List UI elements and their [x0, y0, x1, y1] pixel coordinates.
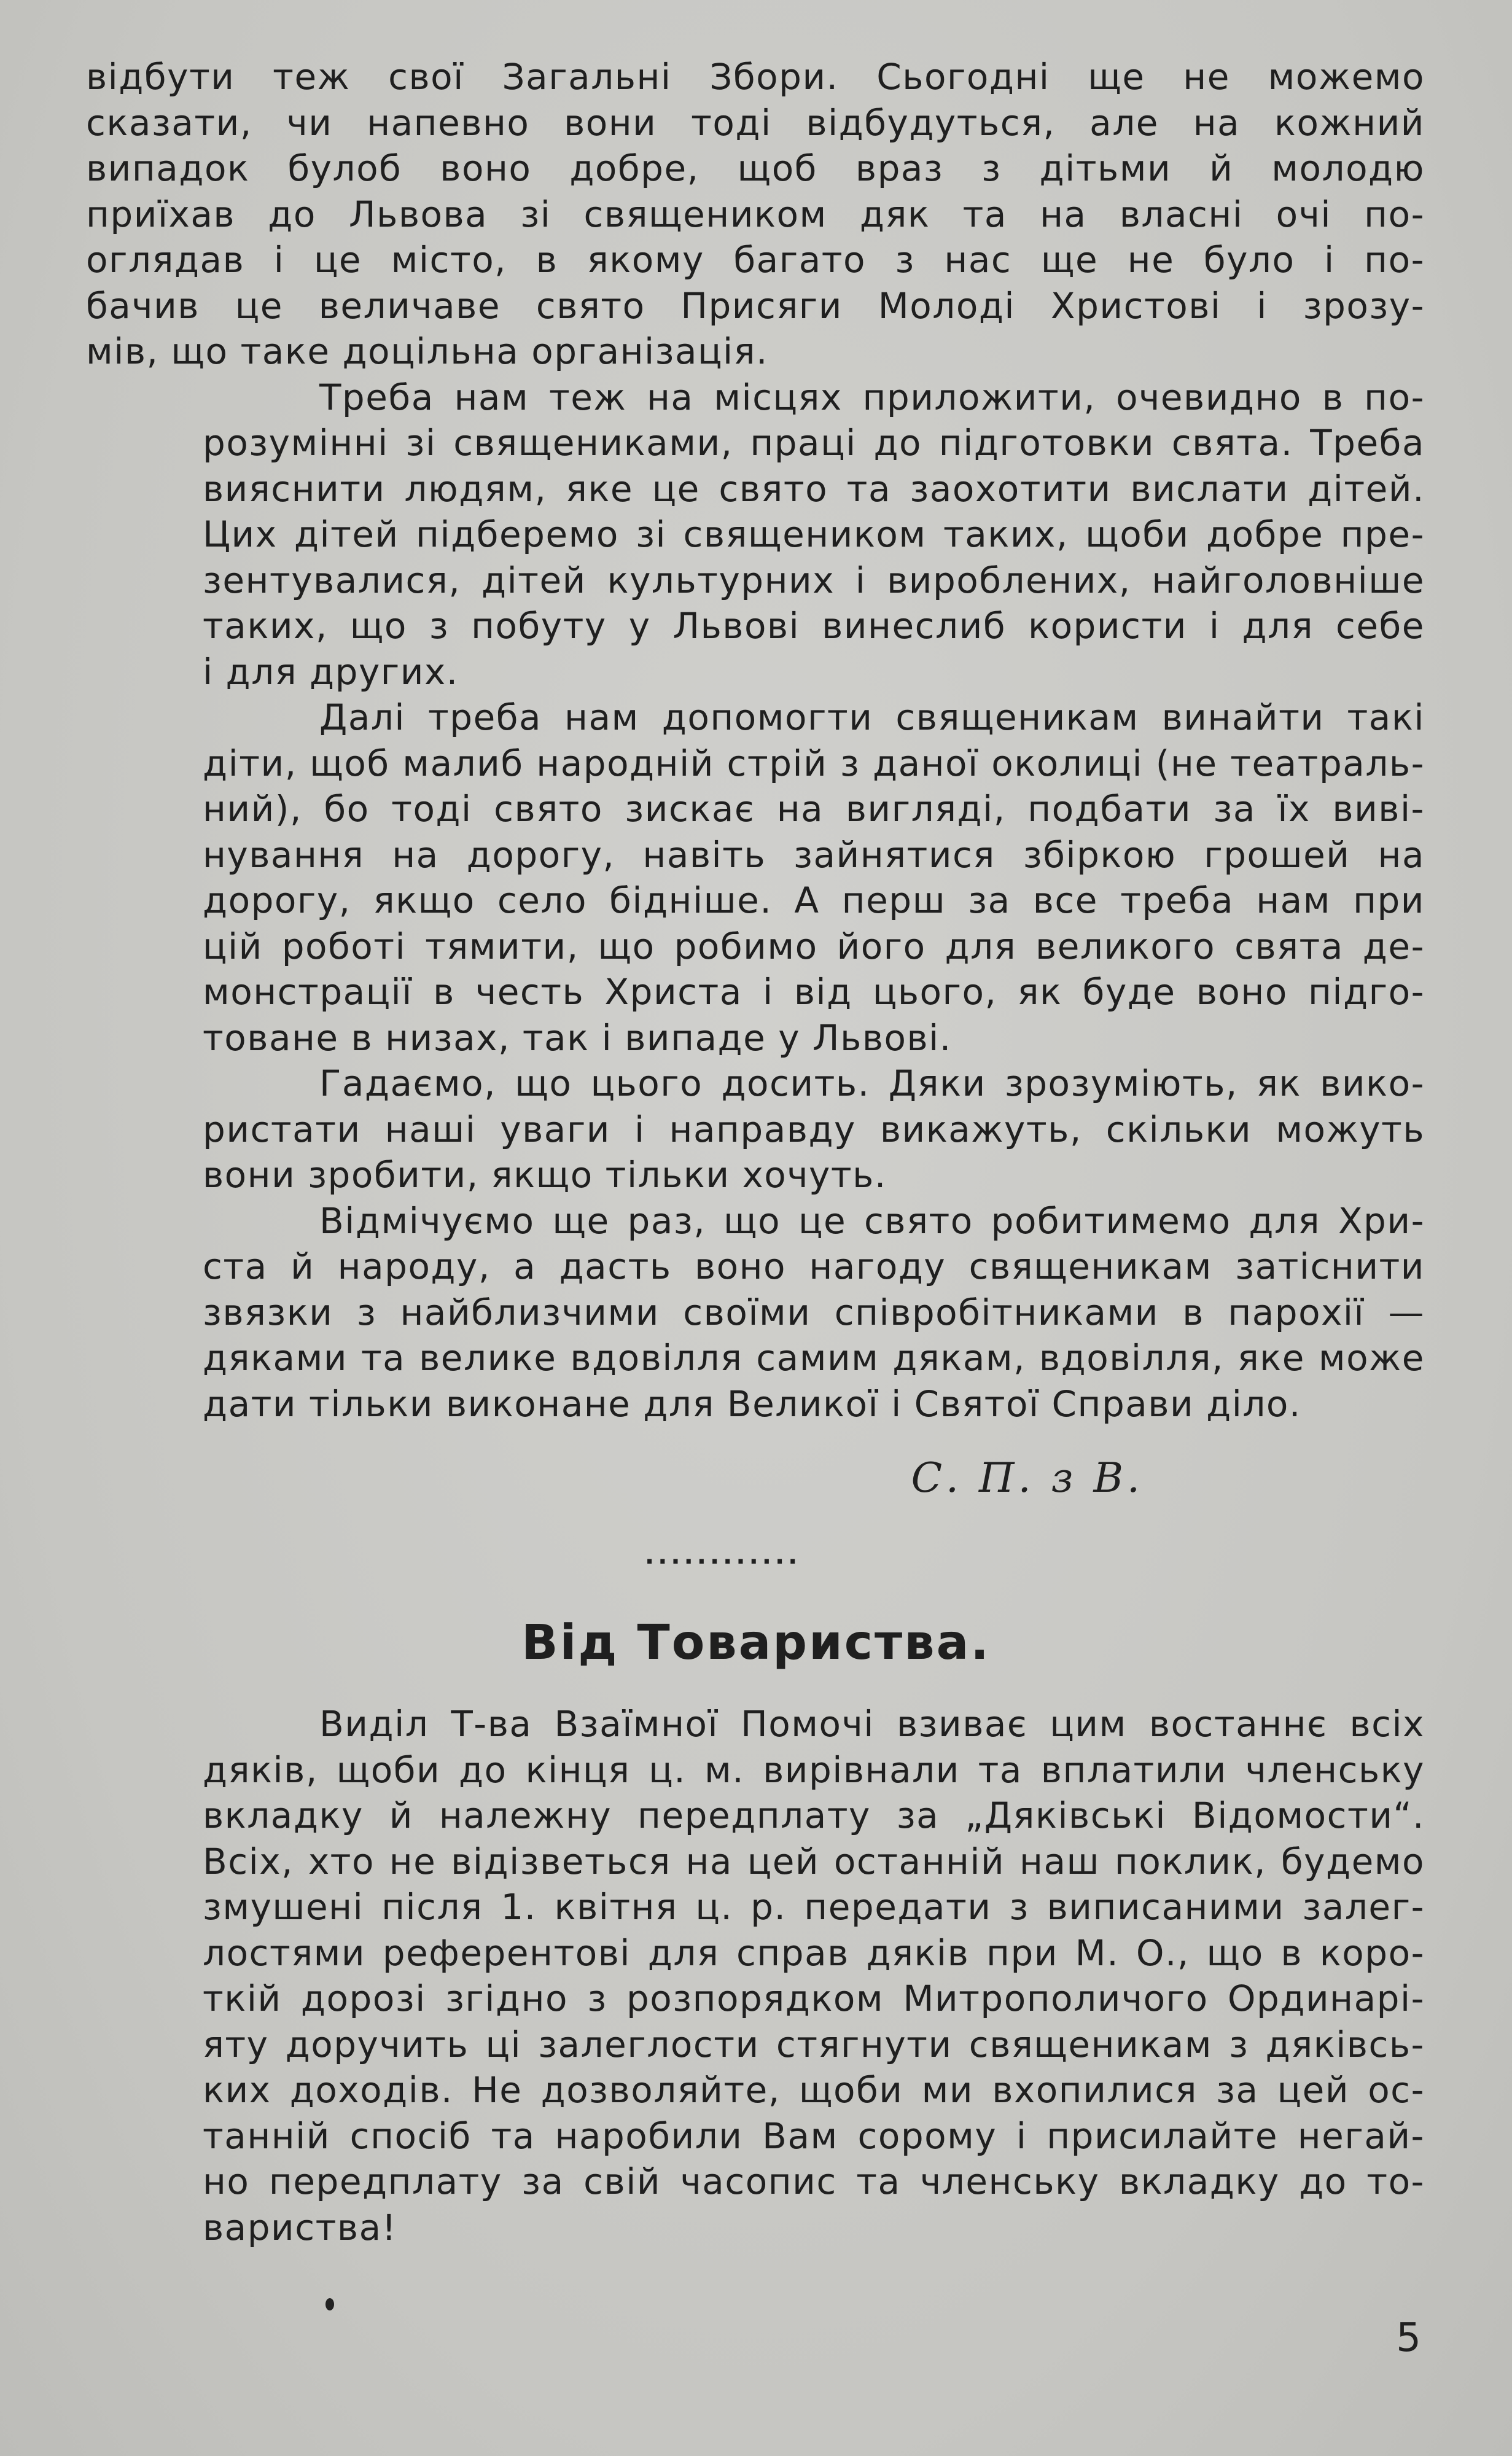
text-line: вариства!	[203, 2206, 397, 2248]
text-line: Всіх, хто не відізветься на цей останній наш поклик, будемо	[203, 1840, 1425, 1882]
text-line: ких доходів. Не дозволяйте, щоби ми вхопилися за цей ос-	[203, 2069, 1425, 2111]
text-line: ристати наші уваги і направду викажуть, скільки можуть	[203, 1108, 1425, 1150]
text-line: розумінні зі священиками, праці до підготовки свята. Треба	[203, 422, 1425, 464]
section-heading: Від Товариства.	[521, 1615, 991, 1670]
text-line: ста й народу, а дасть воно нагоду священикам затіснити	[203, 1246, 1425, 1287]
text-line: дяками та велике вдовілля самим дякам, вдовілля, яке може	[203, 1337, 1425, 1379]
text-line: сказати, чи напевно вони тоді відбудуться, але на кожний	[86, 101, 1425, 144]
text-line: вони зробити, якщо тільки хочуть.	[203, 1154, 887, 1196]
text-line: танній спосіб та наробили Вам сорому і присилайте негай-	[203, 2115, 1425, 2157]
text-line: дати тільки виконане для Великої і Святої Справи діло.	[203, 1382, 1301, 1425]
text-line: оглядав і це місто, в якому багато з нас ще не було і по-	[86, 239, 1425, 281]
text-line: діти, щоб малиб народній стрій з даної околиці (не театраль-	[203, 742, 1425, 784]
text-line: відбути теж свої Загальні Збори. Сьогодні ще не можемо	[86, 56, 1425, 98]
paragraph-5	[86, 1198, 1425, 1427]
text-line: но передплату за свій часопис та членську вкладку до то-	[203, 2161, 1425, 2202]
text-line: монстрації в честь Христа і від цього, як буде воно підго-	[203, 971, 1425, 1013]
page-number: 5	[1396, 2315, 1421, 2361]
text-line: ткій дорозі згідно з розпорядком Митрополичого Ординарі-	[203, 1978, 1425, 2019]
text-line: звязки з найблизчими своїми співробітниками в парохії —	[203, 1291, 1425, 1333]
paragraph-3	[86, 695, 1425, 1061]
text-line: цій роботі тямити, що робимо його для великого свята де-	[203, 925, 1425, 967]
text-line: мів, що таке доцільна організація.	[86, 330, 768, 372]
text-line: випадок булоб воно добре, щоб враз з дітьми й молодю	[86, 147, 1425, 189]
text-line: дяків, щоби до кінця ц. м. вирівнали та вплатили членську	[203, 1748, 1425, 1791]
paragraph-1	[86, 54, 1425, 375]
text-line: приїхав до Львова зі священиком дяк та на власні очі по-	[86, 193, 1425, 235]
text-line: таких, що з побуту у Львові винеслиб користи і для себе	[203, 605, 1425, 647]
text-line: Виділ Т-ва Взаїмної Помочі взиває цим востаннє всіх	[319, 1703, 1425, 1745]
text-line: Далі треба нам допомогти священикам винайти такі	[319, 696, 1425, 738]
notice-paragraph	[86, 1701, 1425, 2250]
text-line: яту доручить ці залеглости стягнути священикам з дяківсь-	[203, 2023, 1425, 2065]
text-line: бачив це величаве свято Присяги Молоді Христові і зрозу-	[86, 284, 1425, 327]
text-line: Відмічуємо ще раз, що це свято робитимемо для Хри-	[319, 1199, 1425, 1242]
signature: С. П. з В.	[911, 1454, 1144, 1502]
paragraph-4	[86, 1061, 1425, 1198]
text-line: ний), бо тоді свято зискає на вигляді, подбати за їх виві-	[203, 788, 1425, 830]
ink-speck	[325, 2298, 334, 2310]
text-line: і для других.	[203, 650, 459, 693]
text-line: вияснити людям, яке це свято та заохотити вислати дітей.	[203, 467, 1425, 510]
text-line: дорогу, якщо село бідніше. А перш за все треба нам при	[203, 879, 1425, 921]
paragraph-2	[86, 375, 1425, 695]
article-body	[86, 54, 1425, 1427]
text-line: вкладку й належну передплату за „Дяківські Відомости“.	[203, 1795, 1425, 1836]
notice-body	[86, 1701, 1425, 2250]
section-divider: ............	[645, 1542, 801, 1570]
text-line: нування на дорогу, навіть зайнятися збіркою грошей на	[203, 833, 1425, 876]
text-line: товане в низах, так і випаде у Львові.	[203, 1016, 952, 1059]
text-line: Треба нам теж на місцях приложити, очевидно в по-	[319, 376, 1425, 418]
text-line: змушені після 1. квітня ц. р. передати з виписаними залег-	[203, 1886, 1425, 1928]
text-line: Цих дітей підберемо зі священиком таких, щоби добре пре-	[203, 513, 1425, 555]
text-line: Гадаємо, що цього досить. Дяки зрозуміють, як вико-	[319, 1062, 1425, 1104]
text-line: лостями референтові для справ дяків при М. О., що в коро-	[203, 1932, 1425, 1974]
text-line: зентувалися, дітей культурних і вироблених, найголовніше	[203, 559, 1425, 601]
